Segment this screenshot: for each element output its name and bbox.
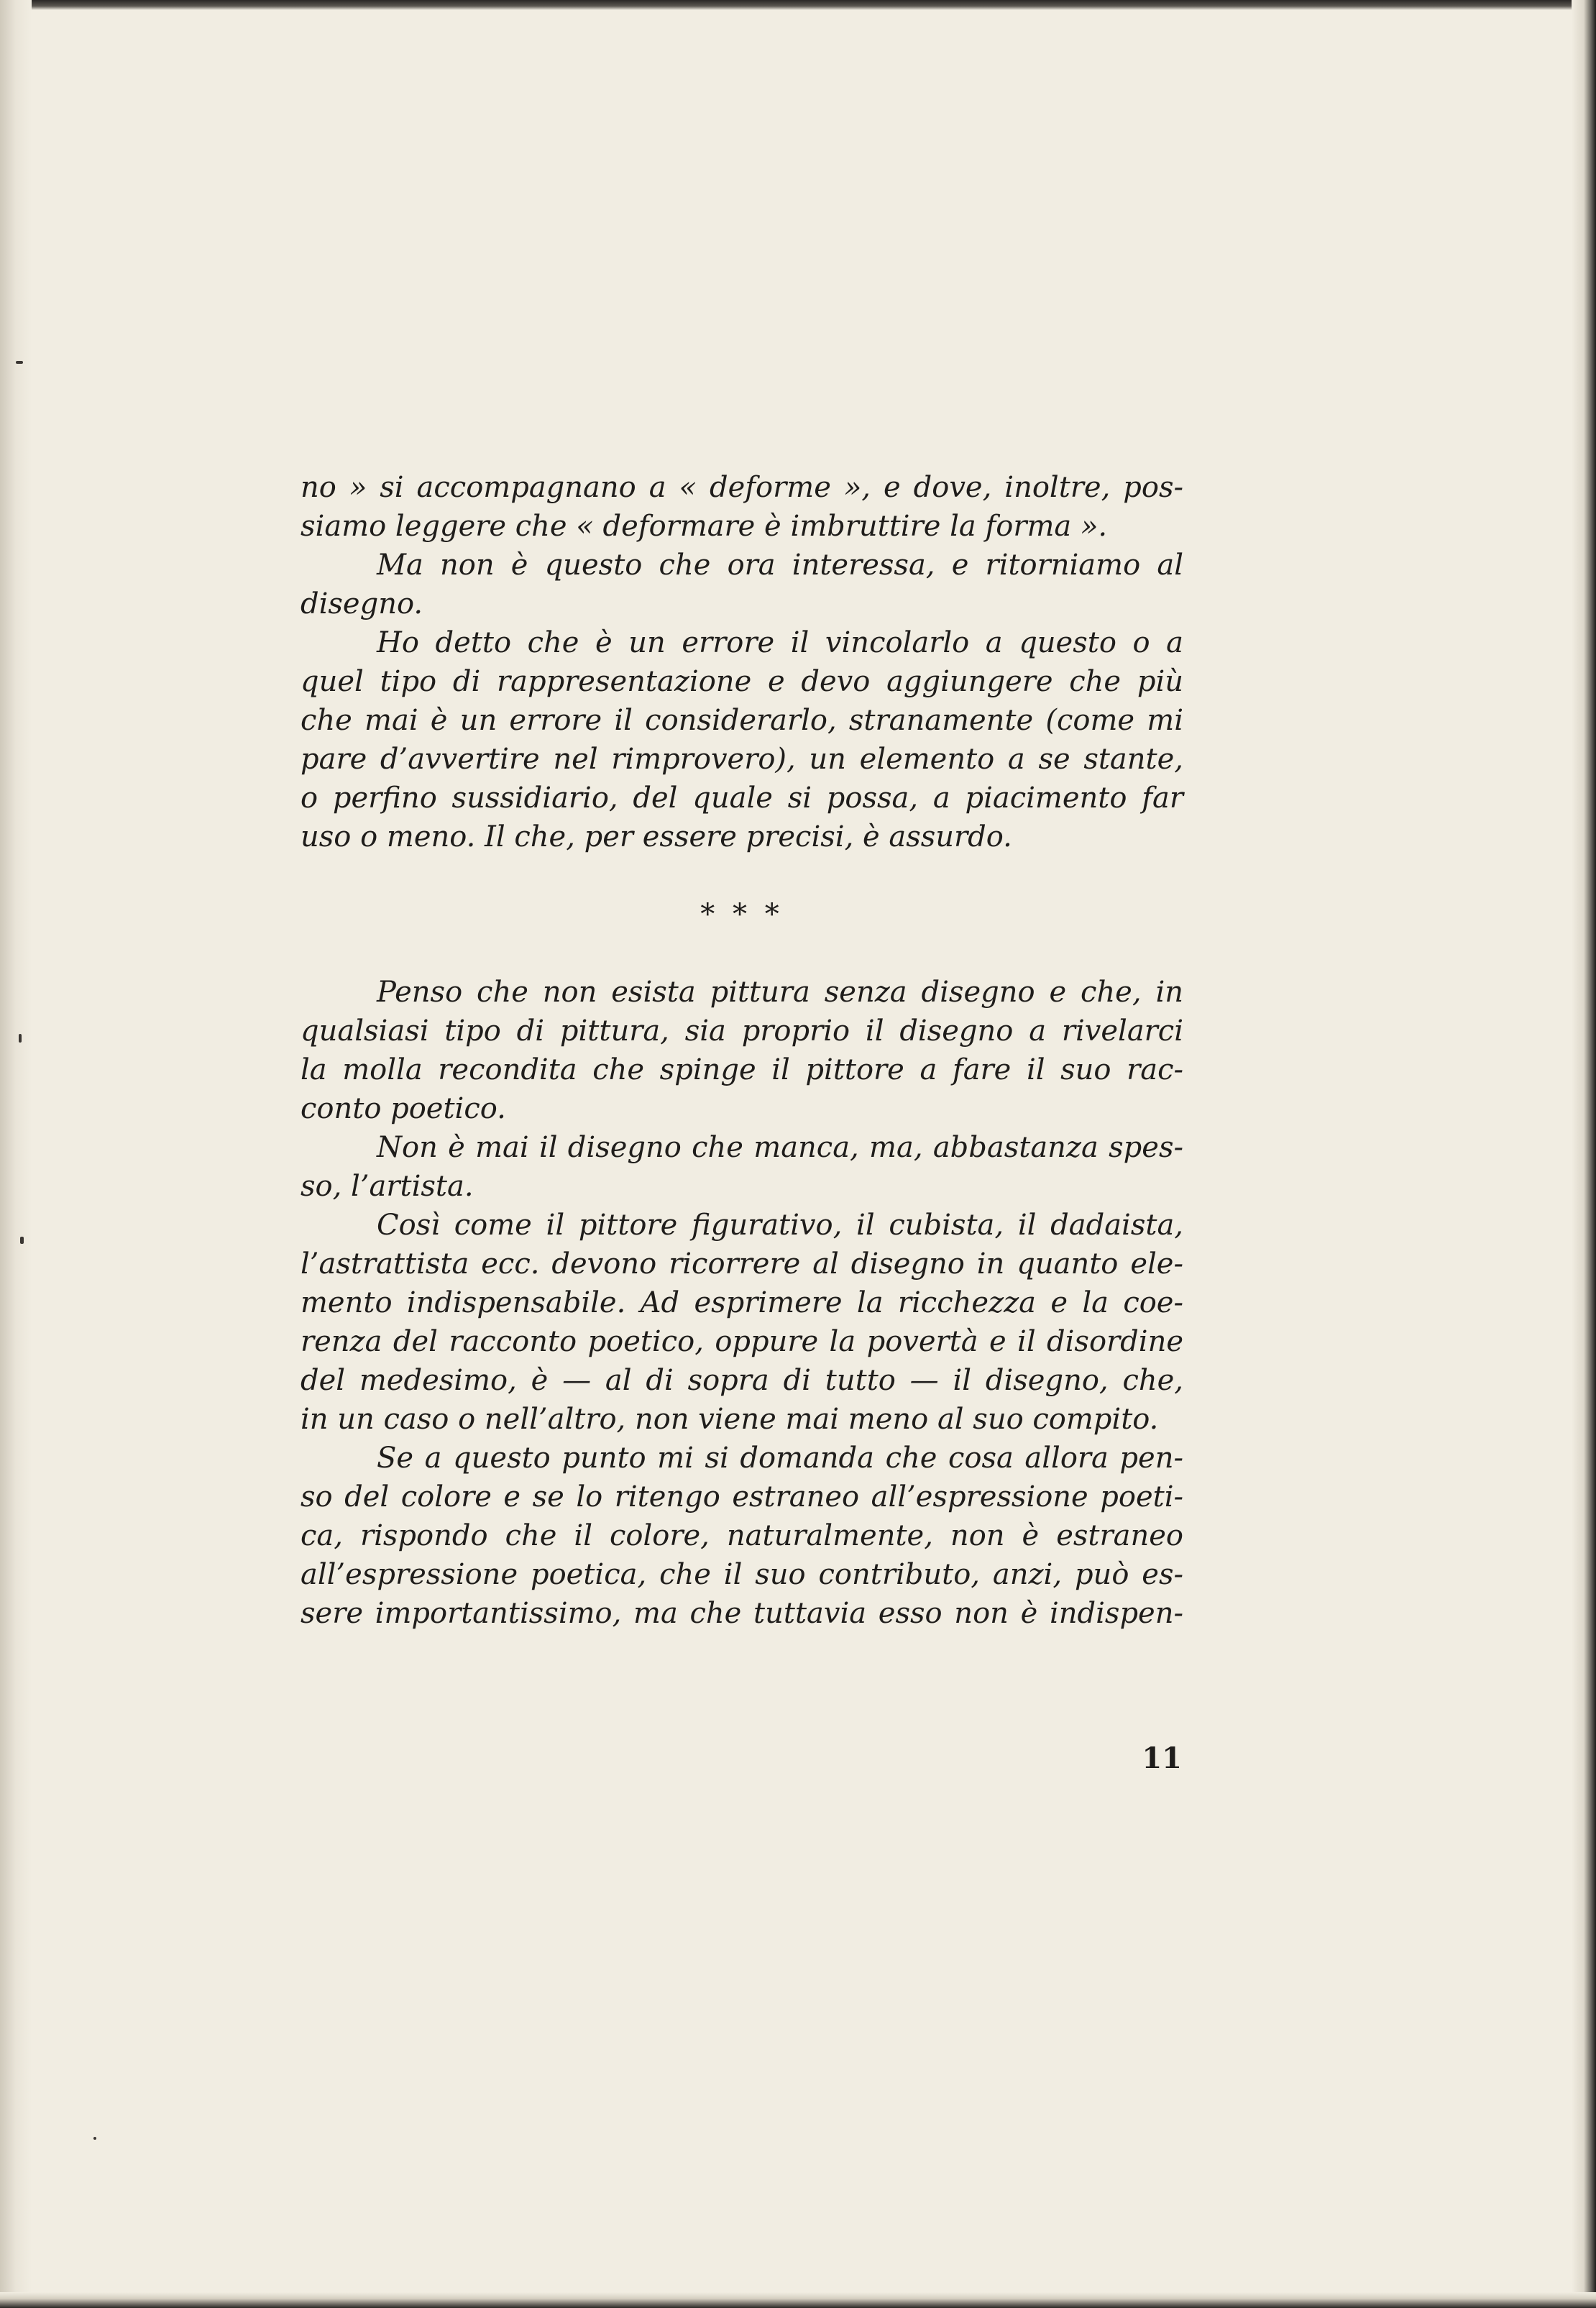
text-line: o perfino sussidiario, del quale si possa, a piacimento far	[301, 782, 1183, 815]
paper-fleck	[93, 2137, 96, 2140]
text-section-before-break	[301, 468, 1183, 856]
text-line: Non è mai il disegno che manca, ma, abbastanza spes-	[377, 1131, 1183, 1164]
text-line: del medesimo, è — al di sopra di tutto — il disegno, che,	[301, 1364, 1183, 1397]
text-line: so del colore e se lo ritengo estraneo all’espressione poeti-	[301, 1480, 1183, 1514]
text-line: all’espressione poetica, che il suo contributo, anzi, può es-	[301, 1558, 1183, 1591]
text-line: conto poetico.	[301, 1092, 506, 1125]
text-line: siamo leggere che « deformare è imbruttire la forma ».	[301, 510, 1108, 543]
section-separator: * * *	[700, 898, 784, 931]
page-number: 11	[1142, 1741, 1182, 1775]
text-line: so, l’artista.	[301, 1170, 474, 1203]
page-left-edge	[0, 0, 32, 2308]
text-line: Se a questo punto mi si domanda che cosa allora pen-	[377, 1442, 1183, 1475]
paper-fleck	[19, 1034, 22, 1043]
page-bottom-edge	[0, 2292, 1596, 2308]
text-line: sere importantissimo, ma che tuttavia esso non è indispen-	[301, 1597, 1183, 1630]
text-line: Ho detto che è un errore il vincolarlo a questo o a	[377, 626, 1183, 659]
text-line: ca, rispondo che il colore, naturalmente, non è estraneo	[301, 1519, 1183, 1552]
text-line: uso o meno. Il che, per essere precisi, è assurdo.	[301, 820, 1012, 853]
text-line: renza del racconto poetico, oppure la povertà e il disordine	[301, 1325, 1183, 1358]
text-line: no » si accompagnano a « deforme », e dove, inoltre, pos-	[301, 471, 1183, 504]
text-line: in un caso o nell’altro, non viene mai meno al suo compito.	[301, 1403, 1159, 1436]
text-line: l’astrattista ecc. devono ricorrere al disegno in quanto ele-	[301, 1247, 1183, 1281]
text-line: Ma non è questo che ora interessa, e ritorniamo al	[377, 549, 1183, 582]
paper-fleck	[16, 361, 23, 364]
body-text	[301, 468, 1183, 1633]
text-line: Penso che non esista pittura senza disegno e che, in	[377, 976, 1183, 1009]
page-right-edge	[1572, 0, 1596, 2308]
text-section-after-break	[301, 973, 1183, 1633]
text-line: mento indispensabile. Ad esprimere la ricchezza e la coe-	[301, 1286, 1183, 1319]
paper-fleck	[20, 1237, 24, 1244]
text-line: qualsiasi tipo di pittura, sia proprio il disegno a rivelarci	[301, 1015, 1183, 1048]
text-line: disegno.	[301, 587, 423, 620]
text-line: quel tipo di rappresentazione e devo aggiungere che più	[301, 665, 1183, 698]
page-top-edge	[0, 0, 1596, 10]
text-line: pare d’avvertire nel rimprovero), un elemento a se stante,	[301, 743, 1183, 776]
text-line: la molla recondita che spinge il pittore a fare il suo rac-	[301, 1053, 1183, 1086]
text-line: Così come il pittore figurativo, il cubista, il dadaista,	[377, 1209, 1183, 1242]
text-line: che mai è un errore il considerarlo, stranamente (come mi	[301, 704, 1183, 737]
